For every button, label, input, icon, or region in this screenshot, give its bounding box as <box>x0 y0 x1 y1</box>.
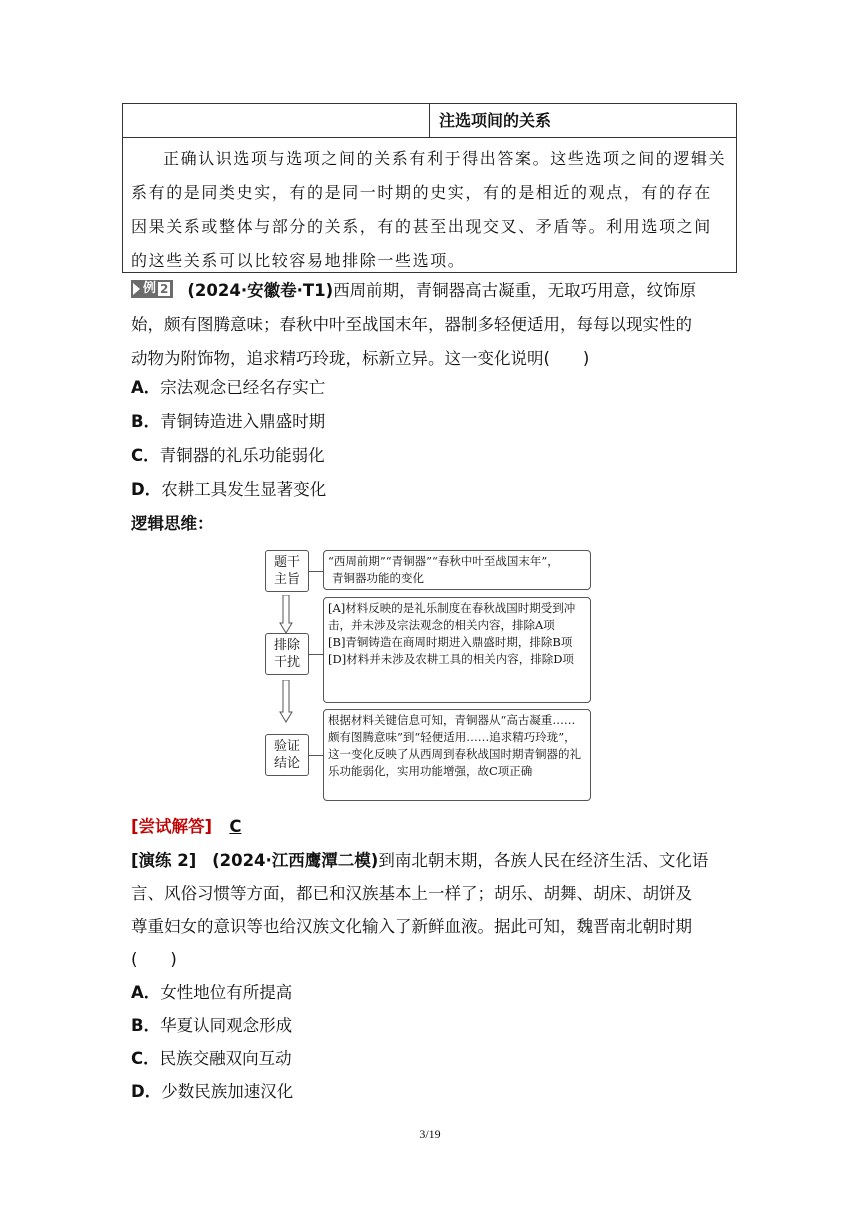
practice-stem-line-1 <box>131 851 737 871</box>
connector-line <box>309 571 323 572</box>
connector-line <box>309 654 323 655</box>
tip-box <box>122 103 737 273</box>
option-letter: A． <box>131 983 161 1002</box>
option-letter: C． <box>131 1049 160 1068</box>
step-verify-line1: 验证 <box>273 739 300 754</box>
box-topic-line1: “西周前期”“青铜器”“春秋中叶至战国末年”， <box>328 554 559 568</box>
practice-stem-text-1: 到南北朝末期，各族人民在经济生活、文化语 <box>378 851 709 870</box>
tip-box-header <box>123 104 736 138</box>
option-letter: A． <box>131 378 161 397</box>
option-letter: B． <box>131 1016 161 1035</box>
option-text: 农耕工具发生显著变化 <box>161 480 327 499</box>
practice-stem-line-3: 尊重妇女的意识等也给汉族文化输入了新鲜血液。据此可知，魏晋南北朝时期 <box>131 917 692 936</box>
arrow-down-icon <box>279 680 293 724</box>
tip-box-header-left-cell <box>123 104 430 137</box>
example-option-b <box>131 412 737 432</box>
example-option-c <box>131 446 737 466</box>
box-topic-line2: 青铜器功能的变化 <box>332 571 424 585</box>
example-tag <box>131 280 173 298</box>
tip-title: 注选项间的关系 <box>439 111 552 130</box>
option-letter: C． <box>131 446 160 465</box>
box-exclude-item-d: [D]材料并未涉及农耕工具的相关内容，排除D项 <box>328 652 574 666</box>
step-topic <box>265 550 309 592</box>
example-stem-line-1 <box>131 280 737 301</box>
step-topic-line2: 主旨 <box>273 572 300 587</box>
example-stem-line-2: 始，颇有图腾意味；春秋中叶至战国末年，器制多轻便适用，每每以现实性的 <box>131 315 692 334</box>
option-letter: D． <box>131 1082 162 1101</box>
box-verify: 根据材料关键信息可知，青铜器从“高古凝重……颇有图腾意味”到“轻便适用……追求精巧玲珑”，这一变化反映了从西周到春秋战国时期青铜器的礼乐功能弱化，实用功能增强，故C项正确 <box>323 709 591 801</box>
option-text: 女性地位有所提高 <box>160 983 293 1002</box>
answer-value: C <box>229 817 242 836</box>
option-text: 青铜铸造进入鼎盛时期 <box>160 412 326 431</box>
logic-label: 逻辑思维： <box>131 514 214 533</box>
example-option-d <box>131 480 737 500</box>
page-number: 3/19 <box>419 1127 441 1141</box>
option-text: 华夏认同观念形成 <box>160 1016 293 1035</box>
example-stem-text-1: 西周前期，青铜器高古凝重，无取巧用意，纹饰原 <box>333 281 697 300</box>
step-verify <box>265 734 309 776</box>
box-exclude-item-b: [B]青铜铸造在商周时期进入鼎盛时期，排除B项 <box>328 635 573 649</box>
option-text: 宗法观念已经名存实亡 <box>160 378 326 397</box>
practice-stem-line-4: ( ) <box>131 950 177 969</box>
example-stem-line-3: 动物为附饰物，追求精巧玲珑，标新立异。这一变化说明( ) <box>131 349 590 368</box>
box-topic <box>323 550 591 590</box>
example-option-a <box>131 378 737 398</box>
answer-label: [尝试解答] <box>131 817 213 836</box>
step-verify-line2: 结论 <box>273 756 300 771</box>
practice-label: [演练 2] <box>131 851 197 870</box>
practice-option-b <box>131 1016 737 1036</box>
step-exclude-line1: 排除 <box>273 638 300 653</box>
step-exclude <box>265 633 309 675</box>
option-letter: B． <box>131 412 161 431</box>
practice-option-d <box>131 1082 737 1102</box>
option-letter: D． <box>131 480 162 499</box>
example-tag-number: 2 <box>160 282 169 296</box>
step-exclude-line2: 干扰 <box>273 655 300 670</box>
step-topic-line1: 题干 <box>273 555 300 570</box>
example-source: (2024·安徽卷·T1) <box>187 281 334 300</box>
box-exclude <box>323 597 591 703</box>
practice-option-c <box>131 1049 737 1069</box>
answer-line <box>131 817 737 837</box>
logic-diagram <box>265 547 595 803</box>
practice-stem-line-2: 言、风俗习惯等方面，都已和汉族基本上一样了；胡乐、胡舞、胡床、胡饼及 <box>131 884 692 903</box>
connector-line <box>309 755 323 756</box>
practice-source: (2024·江西鹰潭二模) <box>212 851 379 870</box>
tip-body: 正确认识选项与选项之间的关系有利于得出答案。这些选项之间的逻辑关系有的是同类史实，有的是同一时期的史实，有的是相近的观点，有的存在因果关系或整体与部分的关系，有的甚至出现交叉、矛盾等。利用选项之间的这些关系可以比较容易地排除一些选项。 <box>131 149 727 270</box>
triangle-icon <box>133 283 140 295</box>
option-text: 少数民族加速汉化 <box>161 1082 294 1101</box>
option-text: 民族交融双向互动 <box>159 1049 292 1068</box>
arrow-down-icon <box>279 595 293 635</box>
example-tag-label: 例 <box>143 281 157 296</box>
option-text: 青铜器的礼乐功能弱化 <box>159 446 325 465</box>
box-exclude-item-a: [A]材料反映的是礼乐制度在春秋战国时期受到冲击，并未涉及宗法观念的相关内容，排除A项 <box>328 601 576 632</box>
practice-option-a <box>131 983 737 1003</box>
